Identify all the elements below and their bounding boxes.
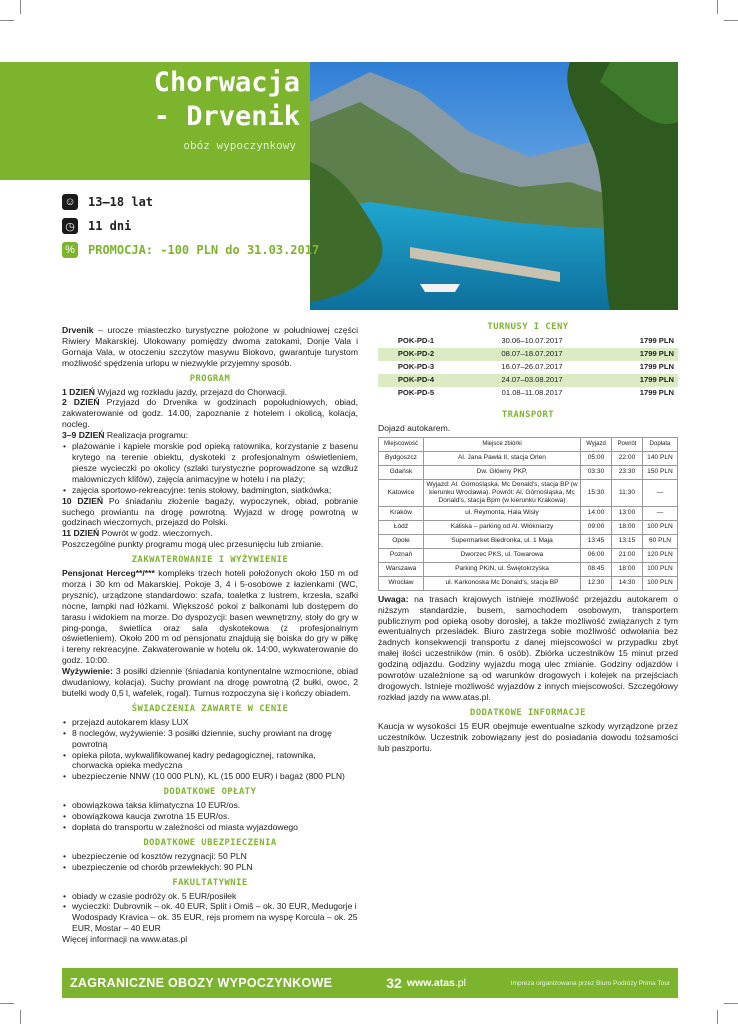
- crop-mark: [0, 1003, 14, 1004]
- intro-text: – urocze miasteczko turystyczne położone w południowej części Riwiery Makarskiej. Ulokowany pomiędzy dwoma zatokami, Donje Vala i Gornaja Vala, w otoczeniu szczytów masywu Biokovo, gwarantuje turystom możliwość spędzenia urlopu w niezwykle przyjemny sposób.: [62, 325, 358, 368]
- table-cell: 140 PLN: [643, 451, 678, 465]
- table-cell: 22:00: [612, 451, 643, 465]
- table-cell: Bydgoszcz: [379, 451, 424, 465]
- footer-url[interactable]: [407, 977, 466, 989]
- table-cell: 03:30: [581, 465, 612, 479]
- column-header: Dopłata: [643, 437, 678, 451]
- table-cell: ul. Reymonta, Hala Wisły: [424, 506, 581, 520]
- list-item: • opieka pilota, wykwalifikowanej kadry pedagogicznej, ratownika, chorwacka opieka medyczna: [62, 750, 358, 772]
- table-cell: 120 PLN: [643, 548, 678, 562]
- crop-mark: [717, 0, 718, 14]
- table-cell: Opole: [379, 534, 424, 548]
- list-item: • obowiązkowa kaucja zwrotna 15 EUR/os.: [62, 811, 358, 822]
- table-row: [379, 534, 678, 548]
- day-label: 2 DZIEŃ: [62, 397, 100, 408]
- turnus-code: POK-PD-5: [378, 387, 454, 400]
- extra-heading: DODATKOWE INFORMACJE: [470, 707, 586, 718]
- info-age: [62, 192, 153, 212]
- footer-bar: [62, 968, 678, 998]
- included-heading: ŚWIADCZENIA ZAWARTE W CENIE: [131, 703, 289, 714]
- food-label: Wyżywienie:: [62, 666, 113, 677]
- footer-note: Impreza organizowana przez Biuro Podróży Prima Tour: [510, 979, 670, 987]
- table-row: [379, 520, 678, 534]
- accommodation-text: [62, 568, 358, 666]
- program-day-3-9: [62, 430, 358, 441]
- table-row: [378, 374, 678, 387]
- table-cell: Katowice: [379, 479, 424, 506]
- table-row: [379, 506, 678, 520]
- fees-heading: DODATKOWE OPŁATY: [163, 787, 257, 798]
- program-day-1: [62, 387, 358, 398]
- optional-heading: FAKULTATYWNIE: [172, 877, 248, 888]
- list-item: • obowiązkowa taksa klimatyczna 10 EUR/os.: [62, 800, 358, 811]
- url-tld: .pl: [454, 977, 466, 989]
- intro-paragraph: [62, 325, 358, 369]
- turnus-dates: 24.07–03.08.2017: [454, 374, 610, 387]
- turnus-price: 1799 PLN: [610, 335, 678, 348]
- table-cell: 09:00: [581, 520, 612, 534]
- list-item: • 8 noclegów, wyżywienie: 3 posiłki dziennie, suchy prowiant na drogę powrotną: [62, 728, 358, 750]
- turnusy-table: [378, 335, 678, 400]
- table-row: [378, 361, 678, 374]
- table-cell: Poznań: [379, 548, 424, 562]
- table-cell: Dworzec PKS, ul. Towarowa: [424, 548, 581, 562]
- turnus-price: 1799 PLN: [610, 374, 678, 387]
- turnus-code: POK-PD-4: [378, 374, 454, 387]
- day-text: Powrót w godz. wieczornych.: [99, 528, 213, 539]
- table-row: [379, 465, 678, 479]
- table-cell: 08:45: [581, 562, 612, 576]
- table-cell: 13:00: [612, 506, 643, 520]
- table-cell: 14:30: [612, 576, 643, 590]
- duration-text: 11 dni: [88, 219, 132, 233]
- intro-lead: Drvenik: [62, 325, 94, 335]
- title-line-1: Chorwacja: [153, 67, 300, 98]
- table-cell: 150 PLN: [643, 465, 678, 479]
- info-duration: [62, 216, 131, 236]
- table-cell: Dw. Główny PKP,: [424, 465, 581, 479]
- list-item: • ubezpieczenie od kosztów rezygnacji: 50 PLN: [62, 851, 358, 862]
- list-item: • obiady w czasie podróży ok. 5 EUR/posiłek: [62, 891, 358, 902]
- turnus-price: 1799 PLN: [610, 361, 678, 374]
- hotel-description: kompleks trzech hoteli położonych około 150 m od morza i 30 km od Makarskiej. Pokoje 3, 4 i 5-osobowe z łazienkami (WC, prysznic), urządzone standardowo: szafa, toaletka z lustrem, krzesła, szafki nocne, lampki nad łóżkami. Większość pokoi z balkonami lub dostępem do tarasu i widokiem na morze. Do dyspozycji: basen wewnętrzny, stoły do gry w ping-ponga, świetlica oraz sala dyskotekowa (z profesjonalnym oświetleniem). Około 200 m od pensjonatu znajdują się boiska do gry w piłkę i tereny rekreacyjne. Zakwaterowanie w hotelu ok. 14:00, wykwaterowanie do godz. 10:00.: [62, 568, 359, 666]
- hotel-name: Pensjonat Herceg**/***: [62, 568, 155, 579]
- turnus-price: 1799 PLN: [610, 387, 678, 400]
- table-cell: 100 PLN: [643, 576, 678, 590]
- page-number: 32: [386, 975, 402, 991]
- day-label: 1 DZIEŃ: [62, 386, 95, 397]
- crop-mark: [724, 1003, 738, 1004]
- table-cell: 100 PLN: [643, 520, 678, 534]
- turnus-price: 1799 PLN: [610, 348, 678, 361]
- day-label: 3–9 DZIEŃ: [62, 430, 105, 441]
- table-cell: Kraków: [379, 506, 424, 520]
- food-description: 3 posiłki dziennie (śniadania kontynentalne wzmocnione, obiad dwudaniowy, kolacja). Suchy prowiant na drogę powrotną (2 bułki, owoc, 2 butelki wody 0,5 l, wafelek, rogal). Turnus rozpoczyna się i kończy obiadem.: [62, 666, 358, 698]
- table-cell: Warszawa: [379, 562, 424, 576]
- column-header: Wyjazd: [581, 437, 612, 451]
- table-cell: 15:30: [581, 479, 612, 506]
- table-header-row: [379, 437, 678, 451]
- table-cell: Łódź: [379, 520, 424, 534]
- promo-text: PROMOCJA: -100 PLN do 31.03.2017: [88, 243, 320, 257]
- program-activities: [62, 441, 358, 496]
- transport-intro: Dojazd autokarem.: [378, 422, 451, 433]
- promo-icon: %: [62, 242, 78, 258]
- extra-text: Kaucja w wysokości 15 EUR obejmuje ewentualne szkody wyrządzone przez uczestników. Uczestnik zobowiązany jest do posiadania dowodu tożsamości lub paszportu.: [378, 720, 678, 753]
- crop-mark: [724, 20, 738, 21]
- table-cell: 11:30: [612, 479, 643, 506]
- left-column: [62, 325, 358, 945]
- table-cell: 05:00: [581, 451, 612, 465]
- table-cell: Al. Jana Pawła II, stacja Orlen: [424, 451, 581, 465]
- turnus-dates: 01.08–11.08.2017: [454, 387, 610, 400]
- table-row: [379, 451, 678, 465]
- table-cell: 18:00: [612, 520, 643, 534]
- column-header: Miejscowość: [379, 437, 424, 451]
- program-note: Poszczególne punkty programu mogą ulec przesunięciu lub zmianie.: [62, 539, 324, 550]
- title-line-2: - Drvenik: [153, 101, 300, 132]
- table-row: [378, 387, 678, 400]
- transport-table: [378, 437, 678, 591]
- accommodation-heading: ZAKWATEROWANIE I WYŻYWIENIE: [131, 555, 289, 566]
- note-label: Uwaga:: [378, 593, 409, 604]
- transport-heading: TRANSPORT: [501, 409, 555, 420]
- footer-title: ZAGRANICZNE OBOZY WYPOCZYNKOWE: [70, 976, 333, 990]
- day-text: Przyjazd do Drvenika w godzinach popołudniowych, obiad, zakwaterowanie od godz. 14.00, zapoznanie z hotelem i okolicą, kolacja, nocleg.: [62, 397, 358, 430]
- list-item: • dopłata do transportu w zależności od miasta wyjazdowego: [62, 822, 358, 833]
- included-list: [62, 717, 358, 782]
- food-text: [62, 666, 358, 699]
- table-cell: 06:00: [581, 548, 612, 562]
- optional-list: [62, 891, 358, 935]
- list-item: • ubezpieczenie od chorób przewlekłych: 90 PLN: [62, 862, 358, 873]
- info-promo: [62, 240, 319, 260]
- program-day-11: [62, 528, 358, 539]
- hero-photo: [310, 62, 678, 310]
- crop-mark: [717, 1010, 718, 1024]
- fees-list: [62, 800, 358, 833]
- column-header: Powrót: [612, 437, 643, 451]
- table-row: [379, 562, 678, 576]
- table-cell: 12:30: [581, 576, 612, 590]
- day-text: Wyjazd wg rozkładu jazdy, przejazd do Chorwacji.: [94, 386, 288, 397]
- table-cell: —: [643, 479, 678, 506]
- program-heading: PROGRAM: [189, 373, 231, 384]
- list-item: • plażowanie i kąpiele morskie pod opieką ratownika, korzystanie z basenu krytego na terenie obiektu, dyskoteki z profesjonalnym oświetleniem, piesze wycieczki po okolicy (szlaki turystyczne poprowadzone są wzdłuż malowniczych klifów), zajęcia animacyjne w hotelu i na plaży;: [62, 441, 358, 485]
- age-text: 13–18 lat: [88, 195, 154, 209]
- table-cell: Wrocław: [379, 576, 424, 590]
- turnus-code: POK-PD-2: [378, 348, 454, 361]
- table-cell: 14:00: [581, 506, 612, 520]
- table-cell: Gdańsk: [379, 465, 424, 479]
- table-row: [378, 348, 678, 361]
- crop-mark: [20, 1010, 21, 1024]
- table-cell: Kaliska – parking od Al. Włókniarzy: [424, 520, 581, 534]
- table-cell: Wyjazd: Al. Górnośląska, Mc Donald's, stacja BP (w kierunku Wrocławia). Powrót: Al. Górnośląska, Mc Donald's, stacja Bpm (w kierunku Krakowa): [424, 479, 581, 506]
- table-cell: ul. Karkonoska Mc Donald's, stacja BP: [424, 576, 581, 590]
- table-row: [379, 479, 678, 506]
- table-cell: Supermarket Biedronka, ul. 1 Maja: [424, 534, 581, 548]
- page-title: [0, 66, 300, 134]
- table-cell: 18:00: [612, 562, 643, 576]
- day-text: Po śniadaniu złożenie bagaży, wypoczynek, obiad, pobranie suchego prowiantu na drogę powrotną. Wyjazd w drogę powrotną w godzinach wieczornych, przejazd do Polski.: [62, 495, 358, 528]
- turnus-dates: 16.07–26.07.2017: [454, 361, 610, 374]
- list-item: • przejazd autokarem klasy LUX: [62, 717, 358, 728]
- list-item: • wycieczki: Dubrovnik – ok. 40 EUR, Split i Omiš – ok. 30 EUR, Medugorje i Wodospady Kravica – ok. 35 EUR, rejs promem na wyspę Korcula – ok. 25 EUR, Mostar – 40 EUR: [62, 901, 358, 934]
- table-cell: 13:15: [612, 534, 643, 548]
- table-cell: 23:30: [612, 465, 643, 479]
- table-row: [379, 548, 678, 562]
- crop-mark: [20, 0, 21, 14]
- turnus-code: POK-PD-3: [378, 361, 454, 374]
- age-icon: ☺: [62, 194, 78, 210]
- transport-note: [378, 594, 678, 703]
- table-row: [379, 576, 678, 590]
- clock-icon: ◷: [62, 218, 78, 234]
- more-info: Więcej informacji na www.atas.pl: [62, 934, 188, 945]
- note-text: na trasach krajowych istnieje możliwość przejazdu autokarem o niższym standardzie, busem, samochodem osobowym, transportem publicznym pod opieką osoby dorosłej, a także możliwość związanych z tym ewentualnych przesiadek. Biuro zastrzega sobie możliwość odwołania bez żadnych konsekwencji transportu z danej miejscowości w przypadku zbyt małej ilości uczestników (min. 6 osób). Zbiórka uczestników 15 minut przed godziną odjazdu. Godziny wyjazdu mogą ulec zmianie. Godziny odjazdów i powrotów uzależnione są od warunków drogowych i kolejek na przejściach drogowych. Istnieje możliwość wyjazdów z innych miejscowości. Szczegółowy rozkład jazdy na www.atas.pl.: [378, 593, 678, 702]
- turnus-dates: 08.07–18.07.2017: [454, 348, 610, 361]
- table-cell: Parking PKiN, ul. Świętokrzyska: [424, 562, 581, 576]
- page-subtitle: obóz wypoczynkowy: [183, 139, 296, 152]
- insurance-heading: DODATKOWE UBEZPIECZENIA: [143, 837, 277, 848]
- crop-mark: [0, 20, 14, 21]
- day-text: Realizacja programu:: [104, 430, 189, 441]
- day-label: 10 DZIEŃ: [62, 495, 104, 506]
- table-cell: 100 PLN: [643, 562, 678, 576]
- list-item: • zajęcia sportowo-rekreacyjne: tenis stołowy, badmington, siatkówka;: [62, 485, 358, 496]
- turnus-dates: 30.06–10.07.2017: [454, 335, 610, 348]
- table-cell: 60 PLN: [643, 534, 678, 548]
- table-cell: 21:00: [612, 548, 643, 562]
- turnusy-heading: TURNUSY I CENY: [487, 322, 569, 332]
- insurance-list: [62, 851, 358, 873]
- table-cell: 13:45: [581, 534, 612, 548]
- table-row: [378, 335, 678, 348]
- right-column: [378, 322, 678, 757]
- list-item: • ubezpieczenie NNW (10 000 PLN), KL (15 000 EUR) i bagaż (800 PLN): [62, 771, 358, 782]
- day-label: 11 DZIEŃ: [62, 528, 100, 539]
- program-day-2: [62, 397, 358, 430]
- turnus-code: POK-PD-1: [378, 335, 454, 348]
- program-day-10: [62, 496, 358, 529]
- column-header: Miejsce zbiórki: [424, 437, 581, 451]
- url-domain: www.atas: [406, 977, 455, 989]
- table-cell: —: [643, 506, 678, 520]
